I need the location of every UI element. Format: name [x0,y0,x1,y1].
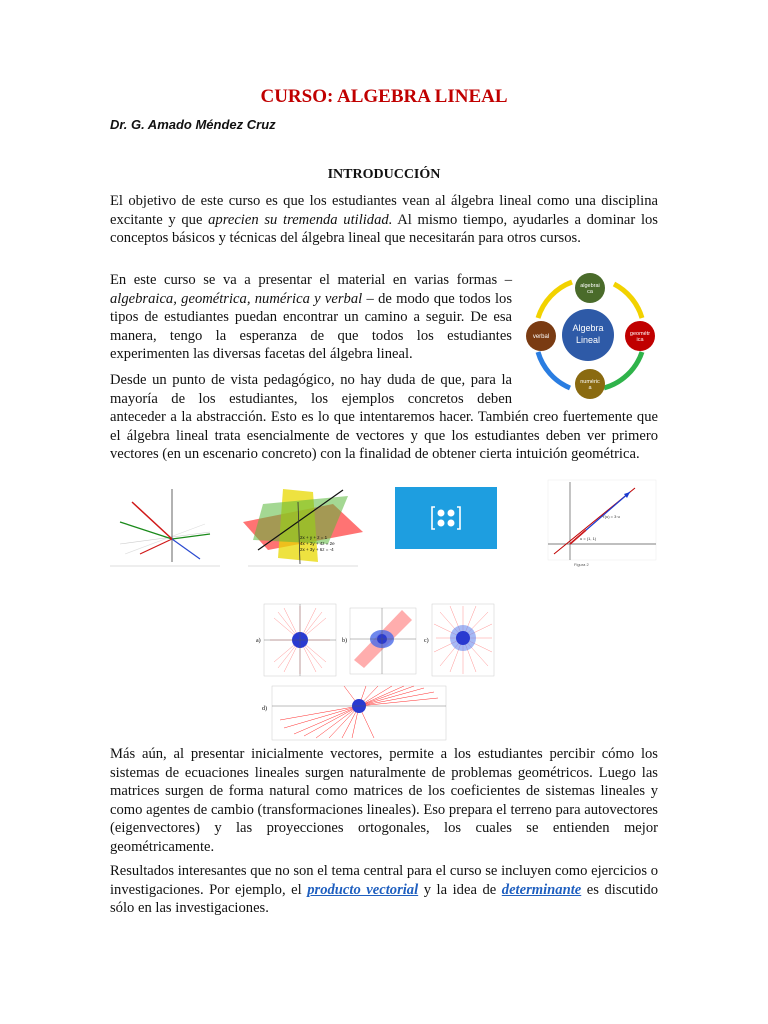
equation-1: 2x + y + z = 1 [300,535,328,540]
italic-run: aprecien su tremenda utilidad. [208,211,393,228]
figure-vector-plot [540,478,660,570]
author-name: Dr. G. Amado Méndez Cruz [110,117,276,132]
equation-3: 2x + 3y + 6z = -4 [300,547,334,552]
node-label-algebraica-2: ca [587,289,593,295]
label-b: b) [342,638,347,644]
figure-matrix-icon [395,487,497,549]
text-run: y la idea de [418,881,502,898]
text-line: mayoría de los estudiantes, los ejemplos concretos deben [110,390,512,407]
text-line: anteceder a la abstracción. Esto es lo que intentaremos hacer. También creo fuertemente que el álgebra lineal trata esencialmente de vectores y que los estudiantes deben ver primero vectores (en un escenario concreto) con la finalidad de obtener cierta intuición geométrica. [110,409,658,463]
node-label-geometrica-2: ica [636,337,644,343]
text-run: Resultados interesantes que no son el tema central para el curso se incluyen como ejercicios o investigaciones. Por ejemplo, el [110,863,658,898]
plot-annotation: Y(u) = 3·u [602,514,620,519]
equation-2: 4x + 2y + 4z = 2e [300,541,335,546]
figure-eigen-ellipses [254,602,498,744]
label-a: a) [256,638,261,644]
figure-3d-axes [110,484,220,568]
node-label-numerica: numéric [580,379,600,385]
node-label-numerica-2: a [588,385,592,391]
paragraph-pedagogy [110,371,658,464]
text-line: Desde un punto de vista pedagógico, no hay duda de que, para la [110,372,512,388]
label-c: c) [424,638,429,644]
link-producto-vectorial[interactable]: producto vectorial [307,881,419,898]
plot-annotation-2: u = (1, 1) [580,536,597,541]
text-run: El objetivo de este curso es que los estudiantes vean al álgebra lineal como una disciplina excitante y que [110,193,658,228]
text-run: Al mismo tiempo, ayudarles a dominar los conceptos básicos y técnicas del álgebra lineal que necesitarán para otros cursos. [110,211,658,247]
figure-planes [238,484,368,568]
text-run: En este curso se va a presentar el material en varias formas – [110,272,512,288]
paragraph-results [110,862,658,918]
figure-caption: Figura 2 [574,562,589,567]
link-determinante[interactable]: determinante [501,881,582,898]
center-label-2: Lineal [575,335,601,345]
paragraph-objective [110,192,658,248]
document-title: CURSO: ALGEBRA LINEAL [260,86,508,107]
paragraph-vectors: Más aún, al presentar inicialmente vectores, permite a los estudiantes percibir cómo los sistemas de ecuaciones lineales surgen naturalmente de problemas geométricos. Luego las matrices surgen de forma natural como matrices de los coeficientes de sistemas lineales y como agentes de cambio (transformaciones lineales). Eso prepara el terreno para autovectores (eigenvectores) y las proyecciones ortogonales, los cuales se entienden mejor geométricamente. [110,746,658,855]
paragraph-forms [110,271,512,364]
text-run: – de modo que todos los tipos de estudiantes puedan encontrar un camino a seguir. De esa manera, tengo la esperanza de que todos los estudiantes experimenten las diversas facetas del álgebra lineal. [110,290,512,363]
italic-run: algebraica, geométrica, numérica y verbal [110,290,363,307]
text-run: es discutido sólo en las investigaciones. [110,881,658,917]
node-label-geometrica: geométr [629,331,651,337]
label-d: d) [262,706,267,712]
section-heading: INTRODUCCIÓN [327,167,441,182]
node-label-verbal: verbal [532,334,550,340]
node-label-algebraica: algebrai [580,283,600,289]
center-label: Algebra [572,323,604,333]
